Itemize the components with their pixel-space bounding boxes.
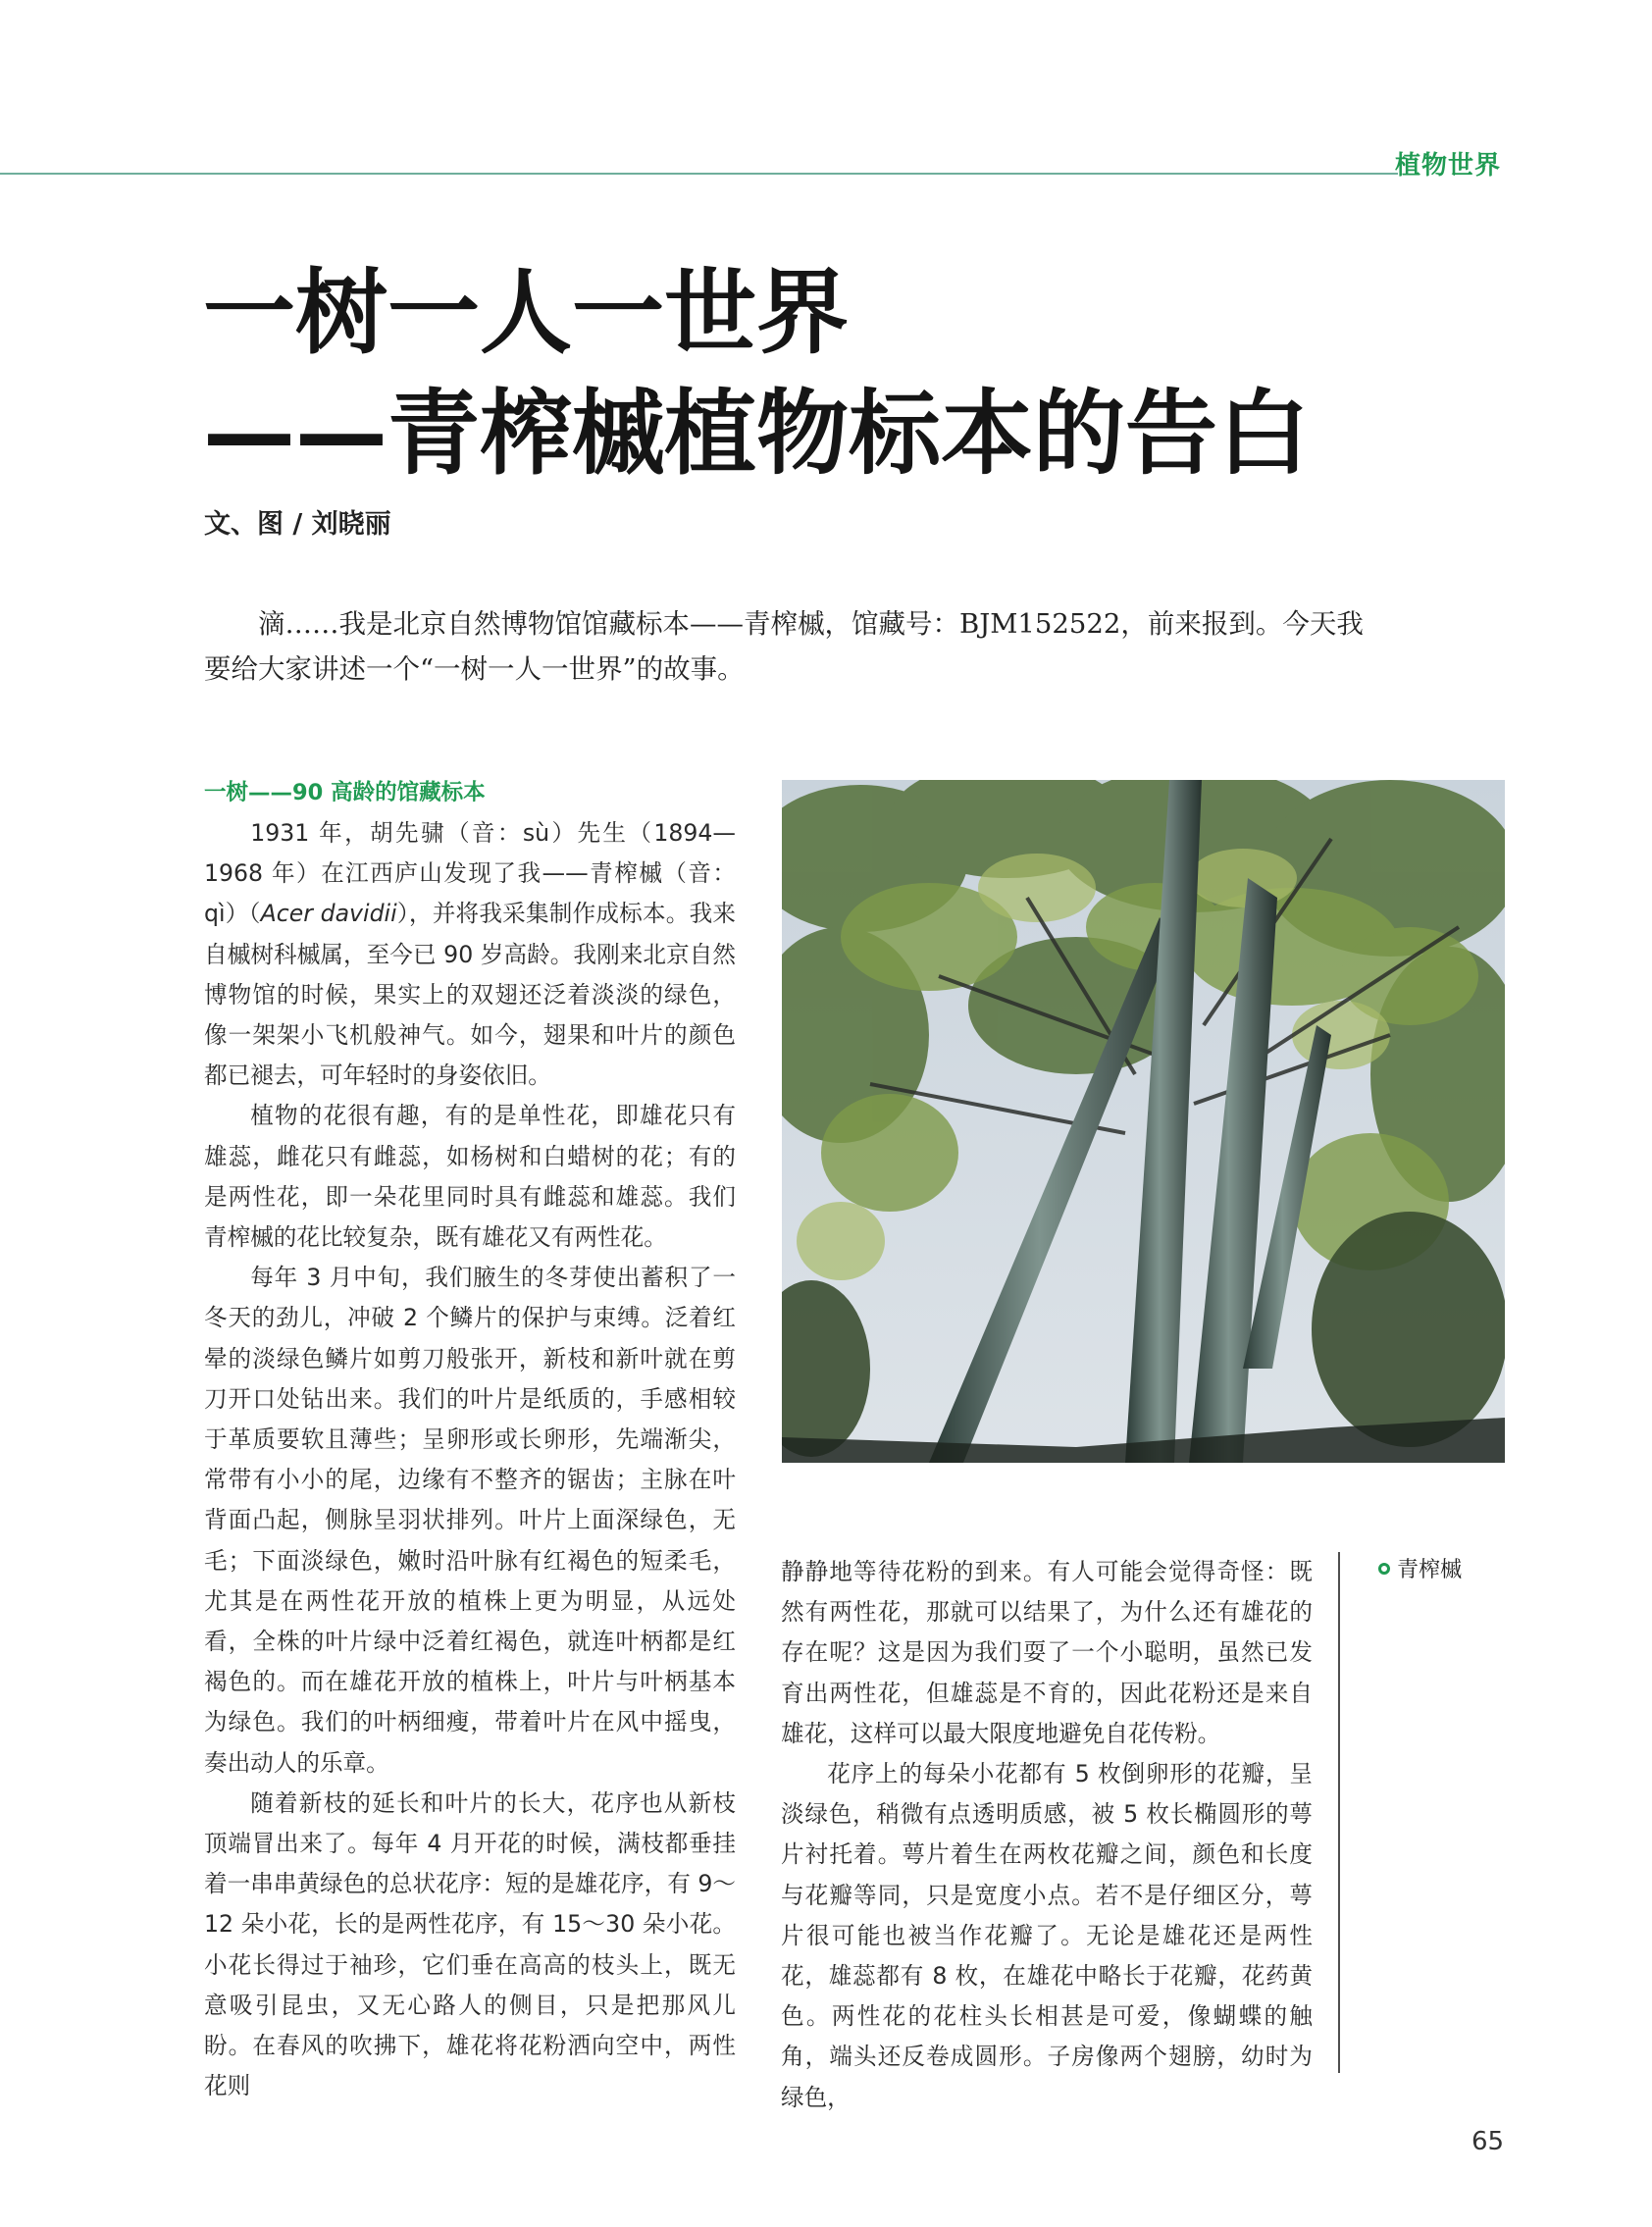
header-rule xyxy=(0,173,1398,175)
caption-bullet-icon xyxy=(1378,1563,1390,1575)
p1-text-a: 1931 年，胡先骕（音：sù）先生（1894—1968 年）在江西庐山发现了我——青榨槭（音：qì）（ xyxy=(204,819,736,928)
page-number: 65 xyxy=(1471,2127,1505,2156)
section-tag: 植物世界 xyxy=(1395,151,1502,181)
section-heading: 一树——90 高龄的馆藏标本 xyxy=(204,780,486,805)
body-paragraph-2: 植物的花很有趣，有的是单性花，即雄花只有雄蕊，雌花只有雌蕊，如杨树和白蜡树的花；有的是两性花，即一朵花里同时具有雌蕊和雄蕊。我们青榨槭的花比较复杂，既有雄花又有两性花。 xyxy=(204,1102,736,1252)
article-title: 一树一人一世界 xyxy=(203,260,850,367)
body-paragraph-6: 花序上的每朵小花都有 5 枚倒卵形的花瓣，呈淡绿色，稍微有点透明质感，被 5 枚长椭圆形的萼片衬托着。萼片着生在两枚花瓣之间，颜色和长度与花瓣等同，只是宽度小点。若不是仔细区分，萼片很可能也被当作花瓣了。无论是雄花还是两性花，雄蕊都有 8 枚，在雄花中略长于花瓣，花药黄色。两性花的花柱头长相甚是可爱，像蝴蝶的触角，端头还反卷成圆形。子房像两个翅膀，幼时为绿色， xyxy=(781,1760,1313,2111)
p1-text-b: ），并将我采集制作成标本。我来自槭树科槭属，至今已 90 岁高龄。我刚来北京自然博物馆的时候，果实上的双翅还泛着淡淡的绿色，像一架架小飞机般神气。如今，翅果和叶片的颜色都已褪去，可年轻时的身姿依旧。 xyxy=(204,900,737,1090)
body-paragraph-4: 随着新枝的延长和叶片的长大，花序也从新枝顶端冒出来了。每年 4 月开花的时候，满枝都垂挂着一串串黄绿色的总状花序：短的是雄花序，有 9～12 朵小花，长的是两性花序，有 15～30 朵小花。小花长得过于袖珍，它们垂在高高的枝头上，既无意吸引昆虫，又无心路人的侧目，只是把那风儿盼。在春风的吹拂下，雄花将花粉洒向空中，两性花则 xyxy=(204,1788,736,2100)
body-paragraph-1 xyxy=(204,813,736,1096)
body-paragraph-3: 每年 3 月中旬，我们腋生的冬芽使出蓄积了一冬天的劲儿，冲破 2 个鳞片的保护与束缚。泛着红晕的淡绿色鳞片如剪刀般张开，新枝和新叶就在剪刀开口处钻出来。我们的叶片是纸质的，手感相较于革质要软且薄些；呈卵形或长卵形，先端渐尖，常带有小小的尾，边缘有不整齐的锯齿；主脉在叶背面凸起，侧脉呈羽状排列。叶片上面深绿色，无毛；下面淡绿色，嫩时沿叶脉有红褐色的短柔毛，尤其是在两性花开放的植株上更为明显，从远处看，全株的叶片绿中泛着红褐色，就连叶柄都是红褐色的。而在雄花开放的植株上，叶片与叶柄基本为绿色。我们的叶柄细瘦，带着叶片在风中摇曳，奏出动人的乐章。 xyxy=(204,1264,736,1777)
intro-paragraph xyxy=(204,601,1381,692)
intro-text: 滴……我是北京自然博物馆馆藏标本——青榨槭，馆藏号：BJM152522，前来报到。今天我要给大家讲述一个“一树一人一世界”的故事。 xyxy=(204,608,1364,685)
article-subtitle: ——青榨槭植物标本的告白 xyxy=(203,381,1311,488)
caption-text: 青榨槭 xyxy=(1397,1558,1463,1582)
column-divider xyxy=(1338,1552,1340,2073)
body-column-right xyxy=(781,1552,1313,2118)
figure-caption xyxy=(1378,1553,1462,1583)
body-column-left xyxy=(204,773,736,2107)
byline: 文、图 / 刘晓丽 xyxy=(204,509,391,540)
tree-photo xyxy=(782,780,1505,1463)
body-paragraph-5: 静静地等待花粉的到来。有人可能会觉得奇怪：既然有两性花，那就可以结果了，为什么还有雄花的存在呢？这是因为我们耍了一个小聪明，虽然已发育出两性花，但雄蕊是不育的，因此花粉还是来自雄花，这样可以最大限度地避免自花传粉。 xyxy=(781,1558,1313,1747)
latin-name: Acer davidii xyxy=(260,900,397,928)
